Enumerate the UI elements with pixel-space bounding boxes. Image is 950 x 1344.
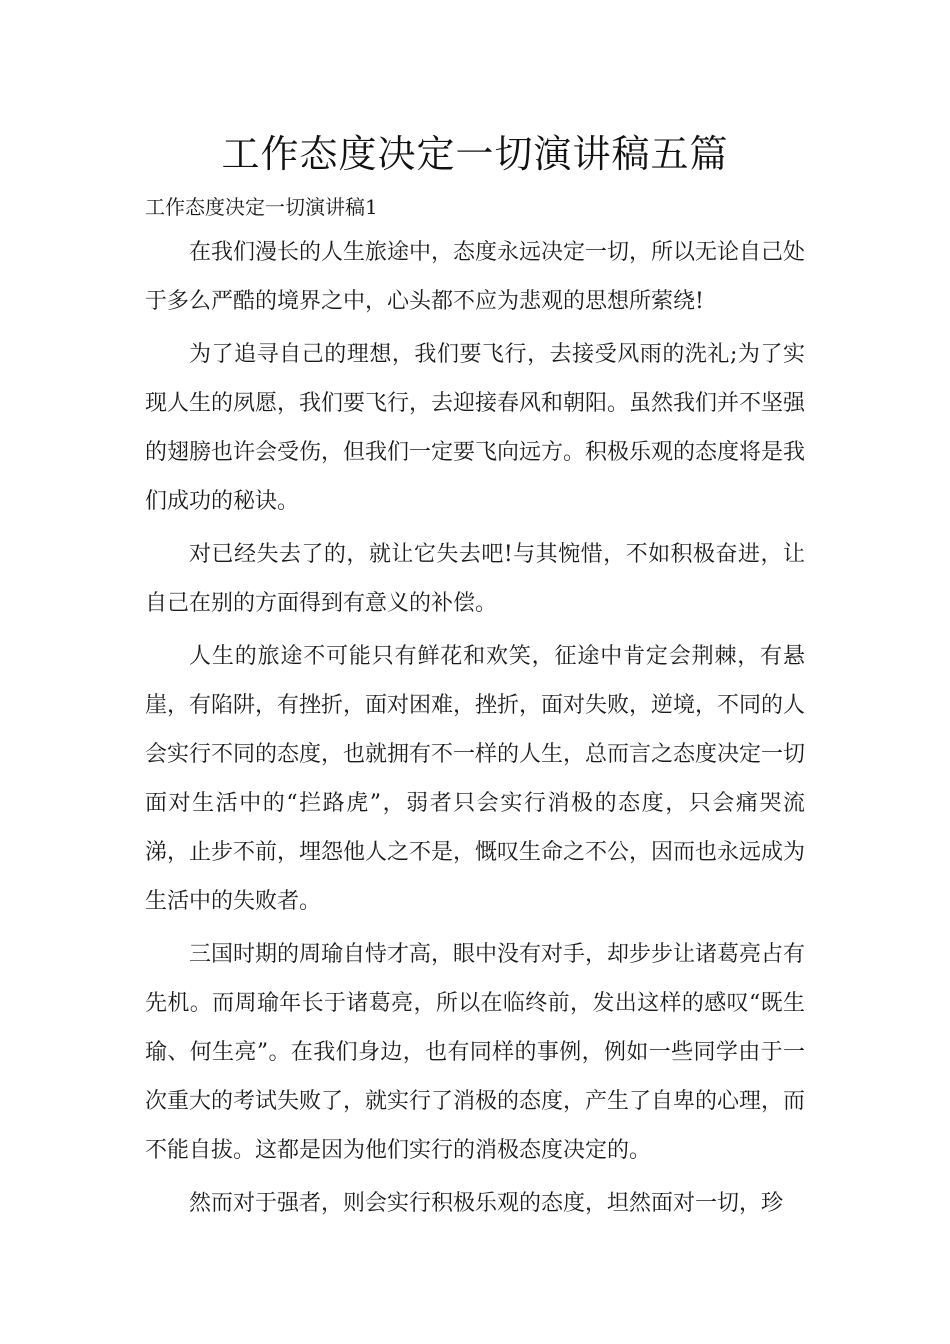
paragraph-2: 为了追寻自己的理想，我们要飞行，去接受风雨的洗礼;为了实现人生的夙愿，我们要飞行，去迎接春风和朝阳。虽然我们并不坚强的翅膀也许会受伤，但我们一定要飞向远方。积极乐观的态度将是我们成功的秘诀。 [145,342,806,514]
paragraph-1: 在我们漫长的人生旅途中，态度永远决定一切，所以无论自己处于多么严酷的境界之中，心头都不应为悲观的思想所萦绕! [145,240,806,314]
paragraph-5: 三国时期的周瑜自恃才高，眼中没有对手，却步步让诸葛亮占有先机。而周瑜年长于诸葛亮，所以在临终前，发出这样的感叹“既生瑜、何生亮”。在我们身边，也有同样的事例，例如一些同学由于一次重大的考试失败了，就实行了消极的态度，产生了自卑的心理，而不能自拔。这都是因为他们实行的消极态度决定的。 [145,942,806,1163]
document-title: 工作态度决定一切演讲稿五篇 [221,132,729,176]
paragraph-3: 对已经失去了的，就让它失去吧!与其惋惜，不如积极奋进，让自己在别的方面得到有意义的补偿。 [145,542,805,616]
paragraph-6: 然而对于强者，则会实行积极乐观的态度，坦然面对一切，珍 [189,1191,784,1216]
paragraph-4: 人生的旅途不可能只有鲜花和欢笑，征途中肯定会荆棘，有悬崖，有陷阱，有挫折，面对困难，挫折，面对失败，逆境，不同的人会实行不同的态度，也就拥有不一样的人生，总而言之态度决定一切面对生活中的“拦路虎”，弱者只会实行消极的态度，只会痛哭流涕，止步不前，埋怨他人之不是，慨叹生命之不公，因而也永远成为生活中的失败者。 [145,644,806,914]
section-heading: 工作态度决定一切演讲稿1 [145,195,378,219]
